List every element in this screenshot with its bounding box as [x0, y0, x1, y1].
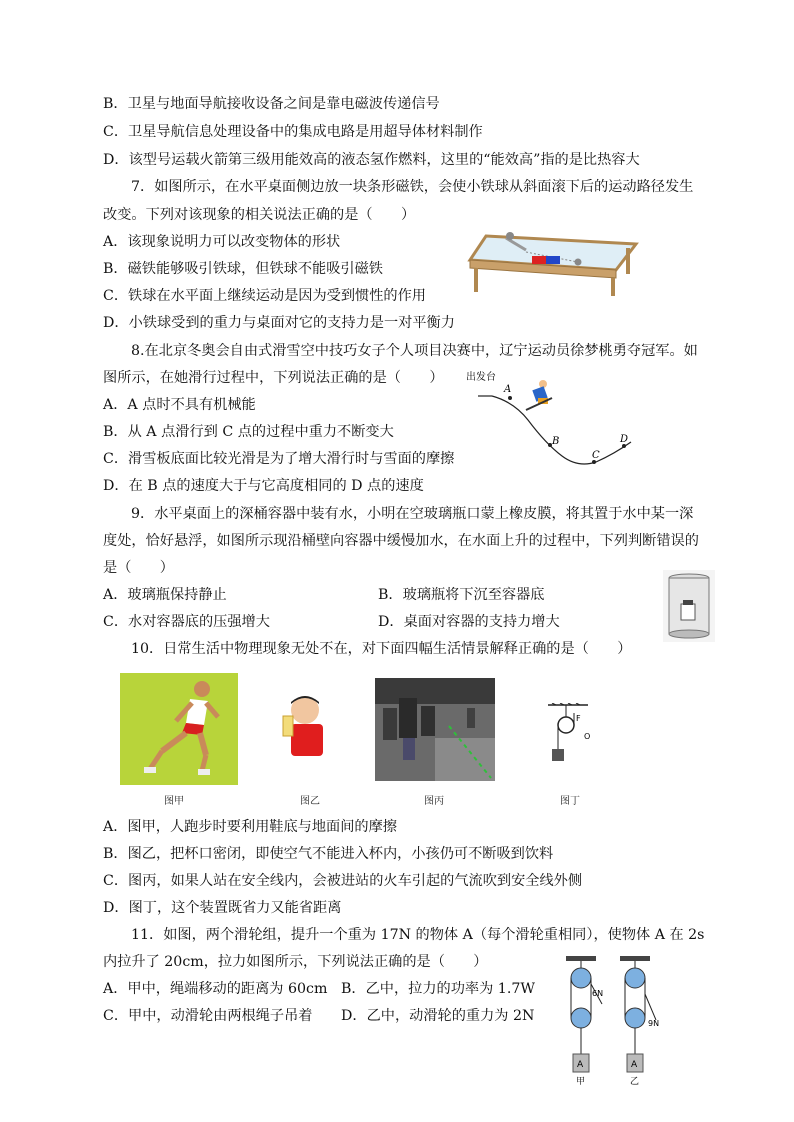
- q6-option-d: D．该型号运载火箭第三级用能效高的液态氢作燃料，这里的“能效高”指的是比热容大: [103, 152, 640, 168]
- q10-figure-yi-child: [273, 692, 335, 758]
- q10-caption-bing: 图丙: [424, 796, 444, 807]
- q11-stem-line1: 11．如图，两个滑轮组，提升一个重为 17N 的物体 A（每个滑轮重相同），使物体 A 在 2s: [131, 927, 705, 943]
- q8-stem-line2: 图所示，在她滑行过程中，下列说法正确的是（ ）: [103, 370, 444, 386]
- q7-option-d: D．小铁球受到的重力与桌面对它的支持力是一对平衡力: [103, 315, 455, 331]
- q11-option-d: D．乙中，动滑轮的重力为 2N: [341, 1008, 535, 1024]
- q9-option-d: D．桌面对容器的支持力增大: [378, 614, 560, 630]
- svg-text:C: C: [592, 450, 600, 461]
- q8-stem-line1: 8.在北京冬奥会自由式滑雪空中技巧女子个人项目决赛中，辽宁运动员徐梦桃勇夺冠军。如: [131, 343, 698, 359]
- svg-text:A: A: [577, 1060, 584, 1070]
- q10-option-b: B．图乙，把杯口密闭，即使空气不能进入杯内，小孩仍可不断吸到饮料: [103, 846, 554, 862]
- q11-option-b: B．乙中，拉力的功率为 1.7W: [341, 981, 535, 997]
- q10-figure-bing-station: [375, 678, 495, 781]
- q8-option-c: C．滑雪板底面比较光滑是为了增大滑行时与雪面的摩擦: [103, 451, 455, 467]
- svg-text:A: A: [631, 1060, 638, 1070]
- svg-text:F: F: [576, 714, 581, 723]
- q7-table-magnet-figure: [466, 226, 641, 298]
- svg-text:D: D: [620, 434, 629, 445]
- q11-option-c: C．甲中，动滑轮由两根绳子吊着: [103, 1008, 313, 1024]
- q10-stem: 10．日常生活中物理现象无处不在，对下面四幅生活情景解释正确的是（ ）: [131, 641, 632, 657]
- svg-text:A: A: [504, 384, 512, 395]
- q7-option-a: A．该现象说明力可以改变物体的形状: [103, 234, 341, 250]
- q7-stem-line1: 7．如图所示，在水平桌面侧边放一块条形磁铁，会使小铁球从斜面滚下后的运动路径发生: [131, 179, 694, 195]
- q9-stem-line2: 度处，恰好悬浮，如图所示现沿桶壁向容器中缓慢加水，在水面上升的过程中，下列判断错误的: [103, 533, 699, 549]
- svg-text:乙: 乙: [630, 1077, 640, 1087]
- q11-stem-line2: 内拉升了 20cm，拉力如图所示，下列说法正确的是（ ）: [103, 954, 488, 970]
- q7-option-c: C．铁球在水平面上继续运动是因为受到惯性的作用: [103, 288, 426, 304]
- skier-icon: [526, 380, 552, 410]
- q10-caption-ding: 图丁: [560, 796, 580, 807]
- q6-option-b: B．卫星与地面导航接收设备之间是靠电磁波传递信号: [103, 96, 440, 112]
- q9-stem-line3: 是（ ）: [103, 560, 174, 576]
- q8-ski-jump-figure: [466, 368, 646, 468]
- q10-figure-ding-pulley: [544, 703, 596, 769]
- q7-option-b: B．磁铁能够吸引铁球，但铁球不能吸引磁铁: [103, 261, 383, 277]
- q8-option-d: D．在 B 点的速度大于与它高度相同的 D 点的速度: [103, 478, 424, 494]
- svg-text:甲: 甲: [576, 1077, 586, 1087]
- q8-option-b: B．从 A 点滑行到 C 点的过程中重力不断变大: [103, 424, 394, 440]
- q10-caption-yi: 图乙: [300, 796, 320, 807]
- q8-start-label: 出发台: [466, 372, 496, 383]
- q7-stem-line2: 改变。下列对该现象的相关说法正确的是（ ）: [103, 207, 416, 223]
- q10-option-d: D．图丁，这个装置既省力又能省距离: [103, 900, 342, 916]
- q10-option-c: C．图丙，如果人站在安全线内，会被进站的火车引起的气流吹到安全线外侧: [103, 873, 583, 889]
- magnet-icon: [532, 256, 546, 264]
- q6-option-c: C．卫星导航信息处理设备中的集成电路是用超导体材料制作: [103, 124, 483, 140]
- q9-option-a: A．玻璃瓶保持静止: [103, 587, 227, 603]
- q11-option-a: A．甲中，绳端移动的距离为 60cm: [103, 981, 328, 997]
- q9-stem-line1: 9．水平桌面上的深桶容器中装有水，小明在空玻璃瓶口蒙上橡皮膜，将其置于水中某一深: [131, 506, 694, 522]
- svg-text:6N: 6N: [592, 989, 604, 998]
- q9-option-b: B．玻璃瓶将下沉至容器底: [378, 587, 545, 603]
- q10-caption-jia: 图甲: [164, 796, 184, 807]
- svg-text:O: O: [584, 732, 591, 741]
- q9-option-c: C．水对容器底的压强增大: [103, 614, 270, 630]
- svg-text:9N: 9N: [648, 1019, 660, 1028]
- q11-pulley-figure: [562, 954, 672, 1090]
- q10-option-a: A．图甲，人跑步时要利用鞋底与地面间的摩擦: [103, 819, 397, 835]
- q9-bucket-figure: [663, 570, 715, 642]
- svg-text:B: B: [552, 436, 560, 447]
- q8-option-a: A．A 点时不具有机械能: [103, 397, 256, 413]
- q10-figure-jia-runner: [120, 673, 238, 785]
